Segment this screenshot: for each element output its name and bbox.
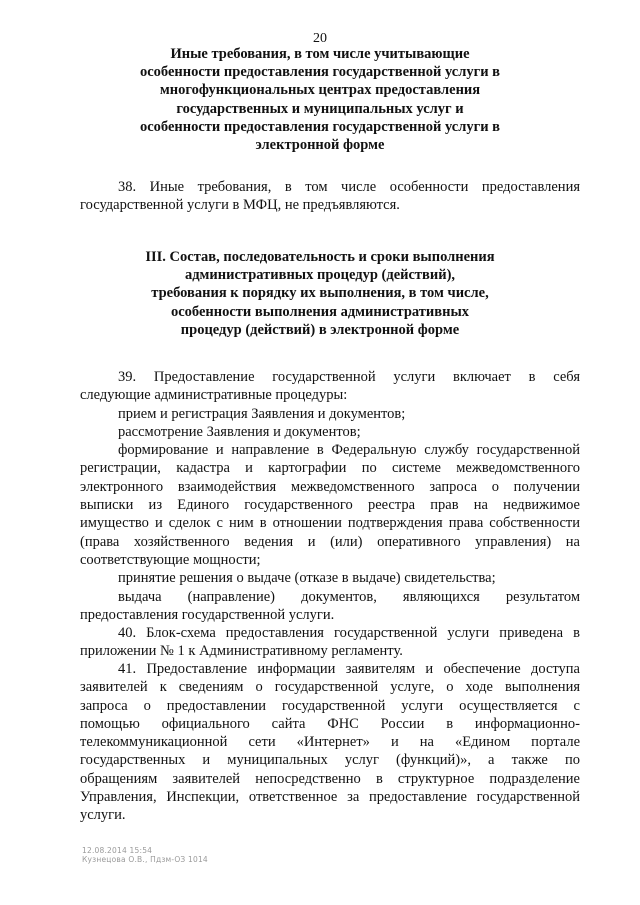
heading-line: особенности предоставления государственной услуги в xyxy=(139,64,501,81)
stamp-date: 12.08.2014 15:54 xyxy=(82,846,153,855)
text-line: рассмотрение Заявления и документов; xyxy=(118,423,361,440)
heading-line: электронной форме xyxy=(255,137,385,154)
text-line: соответствующие мощности; xyxy=(80,551,261,568)
section-heading-other-requirements xyxy=(60,45,580,154)
section-heading-iii xyxy=(60,248,580,339)
text-line: прием и регистрация Заявления и документов; xyxy=(118,405,406,422)
print-stamp xyxy=(82,846,208,864)
text-line: заявителей к сведениям о государственной услуге, о ходе выполнения xyxy=(80,679,580,696)
text-line: 41. Предоставление информации заявителям и обеспечение доступа xyxy=(118,661,580,677)
text-line: регистрации, кадастра и картографии по системе межведомственного xyxy=(80,460,580,477)
paragraph-38 xyxy=(80,178,580,215)
text-line: 38. Иные требования, в том числе особенности предоставления xyxy=(118,179,580,195)
text-line: выдача (направление) документов, являющихся результатом xyxy=(118,588,580,605)
heading-line: особенности предоставления государственной услуги в xyxy=(139,118,501,135)
heading-line: особенности выполнения административных xyxy=(170,303,470,320)
text-line: (права хозяйственного ведения и (или) оперативного управления) на xyxy=(80,533,580,550)
text-line: помощью официального сайта ФНС России в информационно- xyxy=(80,715,580,732)
text-line: услуги. xyxy=(80,807,126,824)
text-line: 39. Предоставление государственной услуги включает в себя xyxy=(118,369,580,385)
text-line: имущество и сделок с ним в отношении подтверждения права собственности xyxy=(80,515,580,532)
paragraph-40 xyxy=(80,624,580,661)
stamp-author: Кузнецова О.В., Пдзм-ОЗ 1014 xyxy=(82,855,208,864)
text-line: формирование и направление в Федеральную службу государственной xyxy=(118,442,580,459)
heading-line: Иные требования, в том числе учитывающие xyxy=(170,46,470,62)
text-line: Управления, Инспекции, ответственное за предоставление государственной xyxy=(80,789,580,806)
text-line: следующие административные процедуры: xyxy=(80,387,348,404)
text-line: предоставления государственной услуги. xyxy=(80,606,335,623)
text-line: выписки из Единого государственного реестра прав на недвижимое xyxy=(80,497,580,514)
text-line: электронного взаимодействия межведомственного запроса о получении xyxy=(80,478,580,495)
paragraph-39 xyxy=(80,368,580,624)
paragraph-41 xyxy=(80,660,580,825)
heading-line: III. Состав, последовательность и сроки выполнения xyxy=(145,249,495,265)
text-line: 40. Блок-схема предоставления государственной услуги приведена в xyxy=(118,625,580,641)
text-line: запроса о предоставлении государственной услуги осуществляется с xyxy=(80,697,580,714)
text-line: телекоммуникационной сети «Интернет» и на «Едином портале xyxy=(80,734,580,751)
text-line: государственной услуги в МФЦ, не предъявляются. xyxy=(80,197,400,214)
heading-line: государственных и муниципальных услуг и xyxy=(176,100,464,117)
text-line: приложении № 1 к Административному регламенту. xyxy=(80,643,403,660)
page-number: 20 xyxy=(313,31,327,46)
text-line: принятие решения о выдаче (отказе в выдаче) свидетельства; xyxy=(118,570,496,587)
text-line: обращениям заявителей непосредственно в структурное подразделение xyxy=(80,770,580,787)
heading-line: административных процедур (действий), xyxy=(184,267,456,284)
heading-line: процедур (действий) в электронной форме xyxy=(180,321,460,338)
text-line: государственных и муниципальных услуг (функций)», а также по xyxy=(80,752,580,769)
heading-line: требования к порядку их выполнения, в том числе, xyxy=(151,285,489,302)
heading-line: многофункциональных центрах предоставления xyxy=(159,82,481,99)
